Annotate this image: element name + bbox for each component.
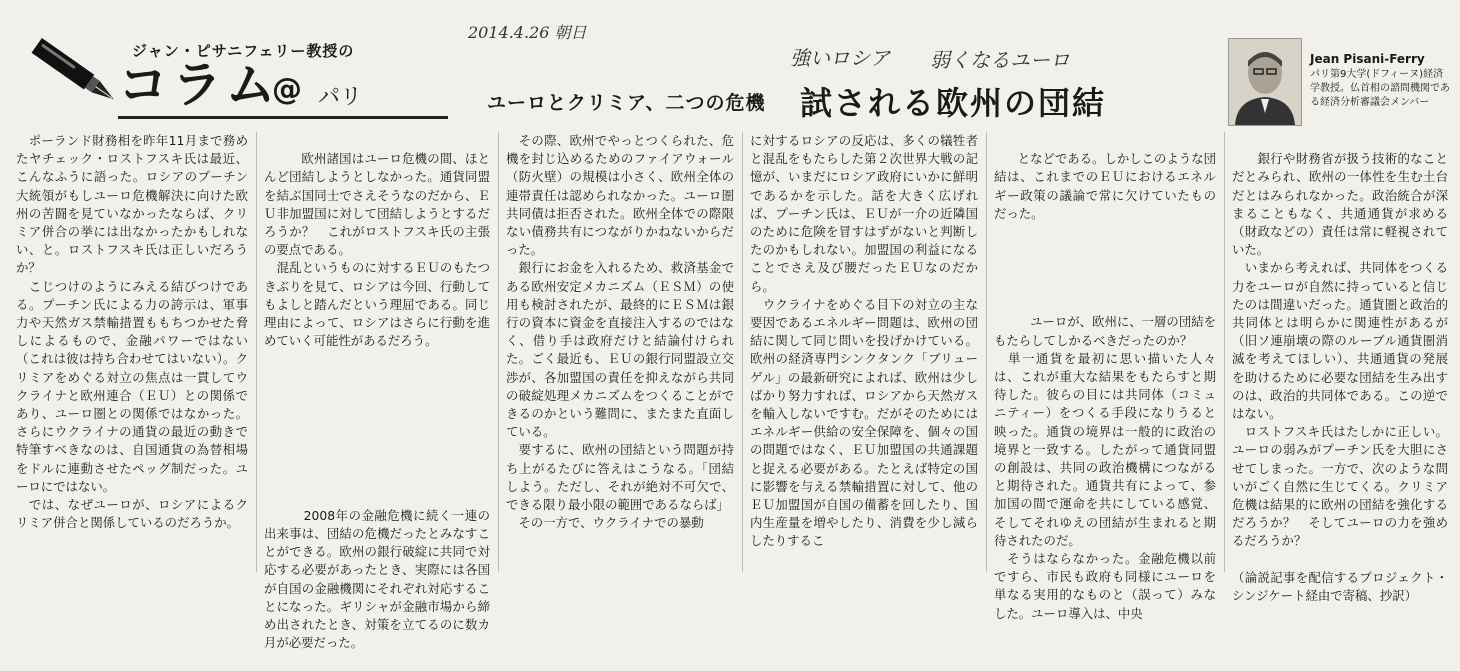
article-column-2 — [264, 132, 490, 671]
article-column-2-bottom: 2008年の金融危機に続く一連の出来事は、団結の危機だったとみなすことができる。欧州の銀行破綻に共同で対応する必要があったとき、実際には各国が自国の金融機関にそれぞれ対応することになった。ギリシャが金融市場から締め出されたとき、対策を立てるのに数カ月が必要だった。 — [264, 507, 490, 651]
column-gap — [994, 241, 1216, 295]
column-gap — [264, 369, 490, 489]
article-column-6-text: 銀行や財務省が扱う技術的なことだとみられ、欧州の一体性を生む土台だとはみられなかった。政治統合が深まることもなく、共通通貨が求める（財政などの）責任は常に軽視されていた。 いまから考えれば、共同体をつくる力をユーロが自然に持っていると信じたのは間違いだった。通貨圏と政治的共同体とは明らかに関連性があるが（旧ソ連崩壊の際のルーブル通貨圏消滅を考えてほしい）、共通通貨の発展を助けるために必要な団結を生み出すのは、政治的共同体である。この逆ではない。 ロストフスキ氏はたしかに正しい。ユーロの弱みがプーチン氏を大胆にさせてしまった。一方で、次のような問いがごく自然に生じてくる。クリミア危機は結果的に欧州の団結を強化するだろうか？ そしてユーロの力を強めるだろうか？ — [1232, 151, 1448, 549]
author-photo — [1228, 38, 1302, 126]
column-divider — [256, 132, 257, 572]
article-column-6 — [1232, 132, 1448, 642]
fountain-pen-icon — [18, 22, 128, 122]
article-credit: （論説記事を配信するプロジェクト・シンジケート経由で寄稿、抄訳） — [1232, 569, 1448, 604]
column-header — [0, 0, 1460, 128]
article-column-5 — [994, 132, 1216, 641]
article-column-5-bottom: ユーロが、欧州に、一層の団結をもたらしてしかるべきだったのか？ 単一通貨を最初に思い描いた人々は、これが重大な結果をもたらすと期待した。彼らの目には共同体（コミュニティー）をつくる手段になりうると映った。通貨の境界は一般的に政治の境界と一致する。したがって通貨同盟の創設は、共同の政治機構につながると期待された。通貨共有によって、参加国の間で運命を共にしている感覚、そしてそれゆえの団結が生まれると期待されたのだ。 そうはならなかった。金融危機以前ですら、市民も政府も同様にユーロを単なる実用的なものと（誤って）みなした。ユーロ導入は、中央 — [994, 314, 1216, 621]
column-divider — [1224, 132, 1225, 572]
column-divider — [986, 132, 987, 572]
handwritten-note-weak-euro: 弱くなるユーロ — [930, 48, 1070, 72]
column-title: コラム — [118, 56, 280, 114]
column-city: パリ — [318, 85, 363, 110]
column-at-sign: @ — [272, 72, 302, 107]
headline: 試される欧州の団結 — [800, 84, 1107, 122]
article-column-5-top: となどである。しかしこのような団結は、これまでのＥＵにおけるエネルギー政策の議論で常に欠けていたものだった。 — [994, 151, 1216, 221]
column-divider — [498, 132, 499, 572]
article-column-4: に対するロシアの反応は、多くの犠牲者と混乱をもたらした第２次世界大戦の記憶が、いまだにロシア政府にいかに鮮明であるかを示した。話を大きく広げれば、プーチン氏は、ＥＵが一介の近隣国のために危険を冒すはずがないと判断したのかもしれない。加盟国の利益になることでさえ及び腰だったＥＵなのだから。 ウクライナをめぐる目下の対立の主な要因であるエネルギー問題は、欧州の団結に関して同じ問いを投げかけている。欧州の経済専門シンクタンク「ブリューゲル」の最新研究によれば、欧州は少しばかり努力すれば、ロシアから天然ガスを輸入しないですむ。だがそのためにはエネルギー供給の安全保障を、個々の国の問題ではなく、ＥＵ加盟国の共通課題と捉える必要がある。たとえば特定の国に影響を与える禁輸措置に対して、他のＥＵ加盟国が自国の備蓄を回したり、国内生産量を増やしたり、消費を少し減らしたりするこ — [750, 133, 978, 549]
handwritten-note-strong-russia: 強いロシア — [790, 46, 890, 70]
article-column-3: その際、欧州でやっとつくられた、危機を封じ込めるためのファイアウォール（防火壁）の規模は小さく、欧州全体の連帯責任は認められなかった。ユーロ圏共同債は拒否された。欧州全体での際限ない債務共有につながりかねないからだった。 銀行にお金を入れるため、救済基金である欧州安定メカニズム（ＥＳＭ）の使用も検討されたが、最終的にＥＳＭは銀行の資本に資金を直接注入するのではなく、借り手は政府だけと結論付けられた。ごく最近も、ＥＵの銀行同盟設立交渉が、各加盟国の責任を抑えながら共同の破綻処理メカニズムをつくることができるのかという難問に、またまた直面している。 要するに、欧州の団結という問題が持ち上がるたびに答えはこうなる。「団結しよう。ただし、それが絶対不可欠で、できる限り最小限の範囲であるならば」 その一方で、ウクライナでの暴動 — [506, 133, 734, 531]
header-rule — [118, 116, 448, 119]
column-divider — [742, 132, 743, 572]
author-portrait-icon — [1229, 39, 1301, 125]
article-column-2-top: 欧州諸国はユーロ危機の間、ほとんど団結しようとしなかった。通貨同盟を結ぶ国同士でさえそうなのだから、ＥＵ非加盟国に対して団結しようとするだろうか？ これがロストフスキ氏の主張の要点である。 混乱というものに対するＥＵのもたつきぶりを見て、ロシアは今回、行動してもよしと踏んだという理屈である。同じ理由によって、ロシアはさらに行動を進めていく可能性があるだろう。 — [264, 151, 490, 349]
author-bio: パリ第9大学(ドフィーヌ)経済学教授。仏首相の諮問機関である経済分析審議会メンバー — [1310, 69, 1450, 108]
article-body — [16, 132, 1448, 651]
handwritten-date-note: 2014.4.26 朝日 — [468, 23, 587, 42]
subheadline: ユーロとクリミア、二つの危機 — [487, 92, 766, 114]
article-column-1: ポーランド財務相を昨年11月まで務めたヤチェック・ロストフスキ氏は最近、こんなふうに語った。ロシアのプーチン大統領がもしユーロ危機解決に向けた欧州の苦闘を見ていなかったならば、クリミア併合の挙には出なかったかもしれない、と。ロストフスキ氏は正しいだろうか？ こじつけのようにみえる結びつけである。プーチン氏による力の誇示は、軍事力や天然ガス禁輸措置ももちつかせた脅しによるもので、金融パワーではない（これは彼は持ち合わせてはいない）。クリミアをめぐる対立の焦点は一貫してウクライナと欧州連合（ＥＵ）との関係であり、ユーロ圏との関係ではなかった。さらにウクライナの通貨の最近の動きで特筆すべきなのは、自国通貨の為替相場をドルに連動させたペッグ制だった。ユーロにではない。 では、なぜユーロが、ロシアによるクリミア併合と関係しているのだろうか。 — [16, 133, 248, 531]
author-name: Jean Pisani-Ferry — [1310, 52, 1425, 66]
column-kicker: ジャン・ピサニフェリー教授の — [132, 42, 355, 60]
